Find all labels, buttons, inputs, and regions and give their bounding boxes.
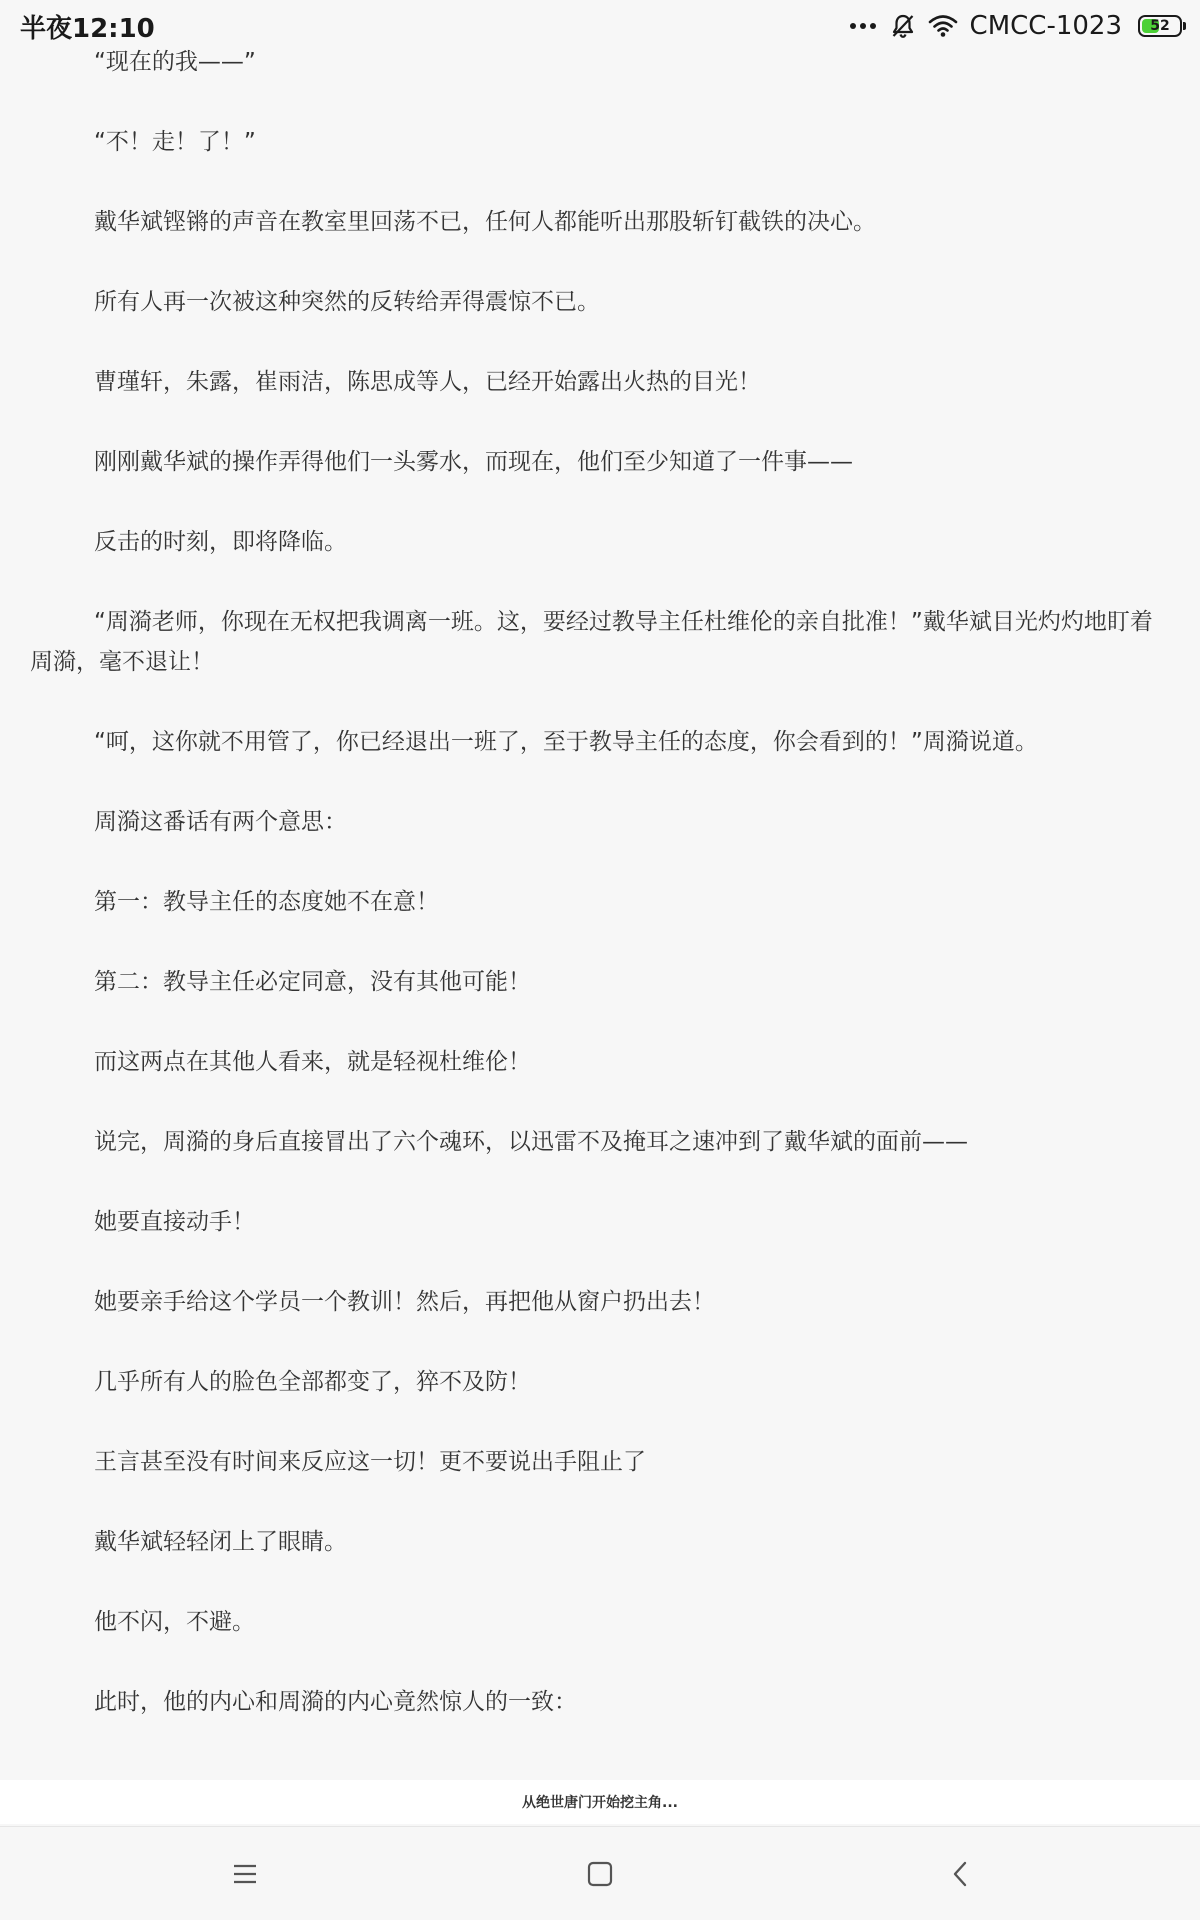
home-icon	[587, 1861, 613, 1887]
paragraph: 刚刚戴华斌的操作弄得他们一头雾水，而现在，他们至少知道了一件事——	[94, 449, 853, 475]
chapter-title: 从绝世唐门开始挖主角...	[522, 1795, 678, 1811]
paragraph: 王言甚至没有时间来反应这一切！更不要说出手阻止了	[94, 1449, 646, 1475]
paragraph: 第二：教导主任必定同意，没有其他可能！	[94, 969, 531, 995]
paragraph: 第一：教导主任的态度她不在意！	[94, 889, 439, 915]
paragraph: 戴华斌铿锵的声音在教室里回荡不已，任何人都能听出那股斩钉截铁的决心。	[94, 209, 876, 235]
mute-bell-icon	[890, 13, 916, 39]
paragraph: 曹瑾轩，朱露，崔雨洁，陈思成等人，已经开始露出火热的目光！	[94, 369, 761, 395]
paragraph: 她要亲手给这个学员一个教训！然后，再把他从窗户扔出去！	[94, 1289, 715, 1315]
home-button[interactable]	[575, 1849, 625, 1899]
more-dots-icon	[850, 23, 876, 29]
status-icons	[850, 11, 1182, 41]
paragraph: “不！走！了！”	[94, 129, 256, 155]
paragraph: 几乎所有人的脸色全部都变了，猝不及防！	[94, 1369, 531, 1395]
carrier-name: CMCC-1023	[969, 11, 1122, 41]
wifi-icon	[928, 14, 958, 38]
back-icon	[950, 1860, 970, 1888]
paragraph: “现在的我——”	[94, 49, 256, 75]
menu-button[interactable]	[220, 1849, 270, 1899]
status-time: 半夜12:10	[20, 13, 155, 44]
menu-icon	[232, 1863, 258, 1885]
battery-icon	[1138, 15, 1182, 37]
navigation-bar	[0, 1826, 1200, 1920]
paragraph: 她要直接动手！	[94, 1209, 255, 1235]
paragraph: 反击的时刻，即将降临。	[94, 529, 347, 555]
paragraph: 所有人再一次被这种突然的反转给弄得震惊不已。	[94, 289, 600, 315]
paragraph: 此时，他的内心和周漪的内心竟然惊人的一致：	[94, 1689, 577, 1715]
paragraph: 周漪这番话有两个意思：	[94, 809, 347, 835]
paragraph: “呵，这你就不用管了，你已经退出一班了，至于教导主任的态度，你会看到的！”周漪说道。	[94, 729, 1038, 755]
reader-content[interactable]	[0, 42, 1200, 1762]
paragraph: “周漪老师，你现在无权把我调离一班。这，要经过教导主任杜维伦的亲自批准！”戴华斌目光灼灼地盯着周漪，毫不退让！	[30, 609, 1153, 675]
battery-level: 52	[1150, 18, 1170, 34]
paragraph: 说完，周漪的身后直接冒出了六个魂环，以迅雷不及掩耳之速冲到了戴华斌的面前——	[94, 1129, 968, 1155]
paragraph: 而这两点在其他人看来，就是轻视杜维伦！	[94, 1049, 531, 1075]
paragraph: 戴华斌轻轻闭上了眼睛。	[94, 1529, 347, 1555]
chapter-footer	[0, 1780, 1200, 1824]
paragraph: 他不闪，不避。	[94, 1609, 255, 1635]
back-button[interactable]	[935, 1849, 985, 1899]
